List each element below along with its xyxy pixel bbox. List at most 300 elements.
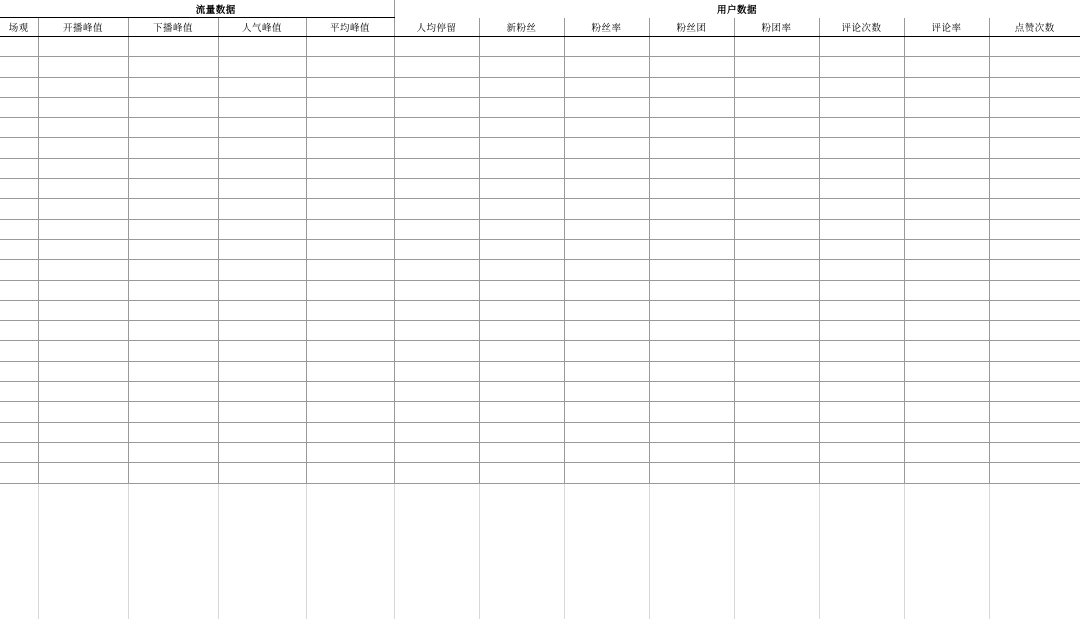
table-cell[interactable] bbox=[394, 422, 479, 442]
table-cell[interactable] bbox=[0, 463, 38, 483]
table-cell[interactable] bbox=[38, 179, 128, 199]
table-cell[interactable] bbox=[989, 179, 1080, 199]
empty-cell[interactable] bbox=[734, 483, 819, 503]
table-cell[interactable] bbox=[564, 179, 649, 199]
table-cell[interactable] bbox=[0, 300, 38, 320]
table-cell[interactable] bbox=[479, 57, 564, 77]
table-cell[interactable] bbox=[989, 239, 1080, 259]
empty-cell[interactable] bbox=[819, 561, 904, 580]
column-header-kaibo-fengzhi[interactable]: 开播峰值 bbox=[38, 18, 128, 37]
table-cell[interactable] bbox=[734, 422, 819, 442]
table-cell[interactable] bbox=[564, 37, 649, 57]
table-cell[interactable] bbox=[479, 280, 564, 300]
table-cell[interactable] bbox=[989, 118, 1080, 138]
table-cell[interactable] bbox=[479, 260, 564, 280]
table-cell[interactable] bbox=[564, 57, 649, 77]
table-cell[interactable] bbox=[479, 300, 564, 320]
table-cell[interactable] bbox=[734, 179, 819, 199]
table-cell[interactable] bbox=[218, 422, 306, 442]
empty-cell[interactable] bbox=[649, 503, 734, 522]
table-cell[interactable] bbox=[734, 382, 819, 402]
table-cell[interactable] bbox=[128, 239, 218, 259]
table-cell[interactable] bbox=[904, 321, 989, 341]
table-cell[interactable] bbox=[128, 158, 218, 178]
empty-cell[interactable] bbox=[904, 599, 989, 618]
table-cell[interactable] bbox=[819, 97, 904, 117]
table-cell[interactable] bbox=[819, 321, 904, 341]
table-cell[interactable] bbox=[564, 402, 649, 422]
table-cell[interactable] bbox=[649, 37, 734, 57]
table-cell[interactable] bbox=[394, 138, 479, 158]
table-cell[interactable] bbox=[989, 422, 1080, 442]
table-cell[interactable] bbox=[128, 260, 218, 280]
table-cell[interactable] bbox=[306, 260, 394, 280]
table-cell[interactable] bbox=[819, 422, 904, 442]
table-cell[interactable] bbox=[479, 463, 564, 483]
table-cell[interactable] bbox=[564, 361, 649, 381]
table-cell[interactable] bbox=[306, 402, 394, 422]
empty-cell[interactable] bbox=[0, 541, 38, 560]
table-cell[interactable] bbox=[218, 97, 306, 117]
empty-cell[interactable] bbox=[904, 580, 989, 599]
table-cell[interactable] bbox=[128, 341, 218, 361]
empty-cell[interactable] bbox=[479, 541, 564, 560]
table-cell[interactable] bbox=[218, 37, 306, 57]
empty-cell[interactable] bbox=[38, 503, 128, 522]
table-cell[interactable] bbox=[218, 361, 306, 381]
table-cell[interactable] bbox=[819, 463, 904, 483]
table-cell[interactable] bbox=[0, 402, 38, 422]
table-cell[interactable] bbox=[218, 280, 306, 300]
empty-cell[interactable] bbox=[394, 483, 479, 503]
table-cell[interactable] bbox=[479, 382, 564, 402]
empty-cell[interactable] bbox=[38, 599, 128, 618]
table-cell[interactable] bbox=[819, 37, 904, 57]
table-cell[interactable] bbox=[479, 219, 564, 239]
column-header-pingjun-fengzhi[interactable]: 平均峰值 bbox=[306, 18, 394, 37]
table-cell[interactable] bbox=[649, 300, 734, 320]
table-cell[interactable] bbox=[394, 382, 479, 402]
table-cell[interactable] bbox=[734, 199, 819, 219]
table-cell[interactable] bbox=[306, 138, 394, 158]
empty-cell[interactable] bbox=[306, 522, 394, 541]
table-cell[interactable] bbox=[479, 422, 564, 442]
empty-cell[interactable] bbox=[564, 503, 649, 522]
table-cell[interactable] bbox=[218, 219, 306, 239]
table-cell[interactable] bbox=[306, 158, 394, 178]
table-cell[interactable] bbox=[649, 118, 734, 138]
table-cell[interactable] bbox=[904, 138, 989, 158]
empty-cell[interactable] bbox=[819, 522, 904, 541]
table-cell[interactable] bbox=[218, 442, 306, 462]
table-cell[interactable] bbox=[989, 382, 1080, 402]
table-cell[interactable] bbox=[0, 321, 38, 341]
table-cell[interactable] bbox=[128, 422, 218, 442]
table-cell[interactable] bbox=[819, 179, 904, 199]
table-cell[interactable] bbox=[38, 300, 128, 320]
empty-cell[interactable] bbox=[38, 483, 128, 503]
empty-cell[interactable] bbox=[989, 599, 1080, 618]
empty-cell[interactable] bbox=[904, 541, 989, 560]
table-cell[interactable] bbox=[734, 219, 819, 239]
empty-cell[interactable] bbox=[989, 503, 1080, 522]
table-cell[interactable] bbox=[564, 321, 649, 341]
table-cell[interactable] bbox=[819, 300, 904, 320]
empty-cell[interactable] bbox=[564, 541, 649, 560]
table-cell[interactable] bbox=[649, 260, 734, 280]
table-cell[interactable] bbox=[734, 239, 819, 259]
empty-cell[interactable] bbox=[649, 580, 734, 599]
table-cell[interactable] bbox=[394, 37, 479, 57]
table-cell[interactable] bbox=[649, 321, 734, 341]
table-cell[interactable] bbox=[0, 280, 38, 300]
table-cell[interactable] bbox=[564, 463, 649, 483]
table-cell[interactable] bbox=[306, 57, 394, 77]
empty-cell[interactable] bbox=[819, 483, 904, 503]
empty-cell[interactable] bbox=[479, 503, 564, 522]
table-cell[interactable] bbox=[38, 97, 128, 117]
table-cell[interactable] bbox=[38, 118, 128, 138]
empty-cell[interactable] bbox=[128, 599, 218, 618]
table-cell[interactable] bbox=[394, 118, 479, 138]
empty-cell[interactable] bbox=[306, 483, 394, 503]
table-cell[interactable] bbox=[564, 138, 649, 158]
table-cell[interactable] bbox=[734, 361, 819, 381]
table-cell[interactable] bbox=[306, 300, 394, 320]
table-cell[interactable] bbox=[218, 239, 306, 259]
table-cell[interactable] bbox=[306, 442, 394, 462]
table-cell[interactable] bbox=[904, 463, 989, 483]
table-cell[interactable] bbox=[38, 260, 128, 280]
table-cell[interactable] bbox=[218, 179, 306, 199]
table-cell[interactable] bbox=[38, 321, 128, 341]
table-cell[interactable] bbox=[128, 77, 218, 97]
table-cell[interactable] bbox=[394, 463, 479, 483]
empty-cell[interactable] bbox=[564, 561, 649, 580]
table-cell[interactable] bbox=[649, 280, 734, 300]
table-cell[interactable] bbox=[128, 321, 218, 341]
table-cell[interactable] bbox=[218, 382, 306, 402]
table-cell[interactable] bbox=[564, 442, 649, 462]
empty-cell[interactable] bbox=[394, 561, 479, 580]
table-cell[interactable] bbox=[38, 422, 128, 442]
table-cell[interactable] bbox=[734, 260, 819, 280]
table-cell[interactable] bbox=[904, 158, 989, 178]
table-cell[interactable] bbox=[649, 402, 734, 422]
table-cell[interactable] bbox=[904, 239, 989, 259]
table-cell[interactable] bbox=[38, 382, 128, 402]
empty-cell[interactable] bbox=[38, 561, 128, 580]
table-cell[interactable] bbox=[128, 179, 218, 199]
empty-cell[interactable] bbox=[649, 599, 734, 618]
table-cell[interactable] bbox=[0, 239, 38, 259]
table-cell[interactable] bbox=[38, 77, 128, 97]
table-cell[interactable] bbox=[649, 77, 734, 97]
table-cell[interactable] bbox=[38, 199, 128, 219]
table-cell[interactable] bbox=[38, 341, 128, 361]
table-cell[interactable] bbox=[564, 118, 649, 138]
table-cell[interactable] bbox=[989, 361, 1080, 381]
table-cell[interactable] bbox=[649, 97, 734, 117]
table-cell[interactable] bbox=[904, 382, 989, 402]
table-cell[interactable] bbox=[479, 239, 564, 259]
table-cell[interactable] bbox=[394, 239, 479, 259]
table-cell[interactable] bbox=[128, 57, 218, 77]
table-cell[interactable] bbox=[38, 239, 128, 259]
table-cell[interactable] bbox=[394, 199, 479, 219]
empty-cell[interactable] bbox=[218, 522, 306, 541]
table-cell[interactable] bbox=[38, 463, 128, 483]
empty-cell[interactable] bbox=[128, 503, 218, 522]
empty-cell[interactable] bbox=[649, 522, 734, 541]
table-cell[interactable] bbox=[128, 382, 218, 402]
empty-cell[interactable] bbox=[479, 483, 564, 503]
table-cell[interactable] bbox=[218, 57, 306, 77]
table-cell[interactable] bbox=[904, 280, 989, 300]
table-cell[interactable] bbox=[479, 361, 564, 381]
empty-cell[interactable] bbox=[734, 599, 819, 618]
table-cell[interactable] bbox=[819, 341, 904, 361]
empty-cell[interactable] bbox=[0, 522, 38, 541]
table-cell[interactable] bbox=[564, 300, 649, 320]
empty-cell[interactable] bbox=[649, 483, 734, 503]
empty-cell[interactable] bbox=[306, 580, 394, 599]
empty-cell[interactable] bbox=[218, 483, 306, 503]
table-cell[interactable] bbox=[819, 280, 904, 300]
table-cell[interactable] bbox=[819, 219, 904, 239]
table-cell[interactable] bbox=[0, 341, 38, 361]
table-cell[interactable] bbox=[649, 158, 734, 178]
table-cell[interactable] bbox=[564, 219, 649, 239]
empty-cell[interactable] bbox=[0, 599, 38, 618]
empty-cell[interactable] bbox=[989, 483, 1080, 503]
column-header-pinglun-lv[interactable]: 评论率 bbox=[904, 18, 989, 37]
empty-cell[interactable] bbox=[0, 483, 38, 503]
table-cell[interactable] bbox=[218, 321, 306, 341]
table-cell[interactable] bbox=[38, 280, 128, 300]
empty-cell[interactable] bbox=[394, 599, 479, 618]
table-cell[interactable] bbox=[306, 219, 394, 239]
table-cell[interactable] bbox=[649, 442, 734, 462]
table-cell[interactable] bbox=[306, 37, 394, 57]
column-header-chang-guan[interactable]: 场观 bbox=[0, 18, 38, 37]
table-cell[interactable] bbox=[479, 341, 564, 361]
table-cell[interactable] bbox=[904, 118, 989, 138]
table-cell[interactable] bbox=[306, 77, 394, 97]
table-cell[interactable] bbox=[819, 442, 904, 462]
table-cell[interactable] bbox=[306, 179, 394, 199]
table-cell[interactable] bbox=[128, 361, 218, 381]
table-cell[interactable] bbox=[734, 158, 819, 178]
table-cell[interactable] bbox=[734, 97, 819, 117]
table-cell[interactable] bbox=[904, 179, 989, 199]
empty-cell[interactable] bbox=[394, 541, 479, 560]
table-cell[interactable] bbox=[306, 463, 394, 483]
table-cell[interactable] bbox=[564, 158, 649, 178]
empty-cell[interactable] bbox=[0, 580, 38, 599]
table-cell[interactable] bbox=[394, 321, 479, 341]
table-cell[interactable] bbox=[649, 138, 734, 158]
empty-cell[interactable] bbox=[306, 561, 394, 580]
table-cell[interactable] bbox=[0, 179, 38, 199]
table-cell[interactable] bbox=[989, 219, 1080, 239]
table-cell[interactable] bbox=[989, 463, 1080, 483]
empty-cell[interactable] bbox=[306, 599, 394, 618]
table-cell[interactable] bbox=[479, 179, 564, 199]
table-cell[interactable] bbox=[819, 138, 904, 158]
table-cell[interactable] bbox=[38, 219, 128, 239]
table-cell[interactable] bbox=[989, 37, 1080, 57]
table-cell[interactable] bbox=[0, 382, 38, 402]
table-cell[interactable] bbox=[819, 402, 904, 422]
empty-cell[interactable] bbox=[394, 580, 479, 599]
table-cell[interactable] bbox=[649, 57, 734, 77]
column-header-fensi-tuan[interactable]: 粉丝团 bbox=[649, 18, 734, 37]
empty-cell[interactable] bbox=[734, 522, 819, 541]
empty-cell[interactable] bbox=[989, 580, 1080, 599]
table-cell[interactable] bbox=[128, 300, 218, 320]
table-cell[interactable] bbox=[306, 118, 394, 138]
table-cell[interactable] bbox=[904, 422, 989, 442]
empty-cell[interactable] bbox=[649, 561, 734, 580]
empty-cell[interactable] bbox=[38, 541, 128, 560]
table-cell[interactable] bbox=[218, 118, 306, 138]
table-cell[interactable] bbox=[218, 158, 306, 178]
table-cell[interactable] bbox=[564, 382, 649, 402]
table-cell[interactable] bbox=[0, 118, 38, 138]
table-cell[interactable] bbox=[989, 158, 1080, 178]
column-header-pinglun-cishu[interactable]: 评论次数 bbox=[819, 18, 904, 37]
empty-cell[interactable] bbox=[38, 522, 128, 541]
empty-cell[interactable] bbox=[904, 561, 989, 580]
table-cell[interactable] bbox=[479, 321, 564, 341]
empty-cell[interactable] bbox=[734, 503, 819, 522]
table-cell[interactable] bbox=[0, 442, 38, 462]
table-cell[interactable] bbox=[0, 77, 38, 97]
table-cell[interactable] bbox=[734, 341, 819, 361]
table-cell[interactable] bbox=[306, 280, 394, 300]
empty-cell[interactable] bbox=[904, 483, 989, 503]
column-header-dianzan-cishu[interactable]: 点赞次数 bbox=[989, 18, 1080, 37]
column-header-fentuan-lv[interactable]: 粉团率 bbox=[734, 18, 819, 37]
table-cell[interactable] bbox=[479, 199, 564, 219]
empty-cell[interactable] bbox=[479, 561, 564, 580]
table-cell[interactable] bbox=[38, 442, 128, 462]
table-cell[interactable] bbox=[394, 97, 479, 117]
table-cell[interactable] bbox=[0, 37, 38, 57]
table-cell[interactable] bbox=[819, 77, 904, 97]
table-cell[interactable] bbox=[128, 442, 218, 462]
table-cell[interactable] bbox=[564, 280, 649, 300]
table-cell[interactable] bbox=[306, 382, 394, 402]
table-cell[interactable] bbox=[904, 77, 989, 97]
table-cell[interactable] bbox=[479, 138, 564, 158]
table-cell[interactable] bbox=[649, 239, 734, 259]
table-cell[interactable] bbox=[649, 199, 734, 219]
table-cell[interactable] bbox=[819, 199, 904, 219]
table-cell[interactable] bbox=[218, 77, 306, 97]
table-cell[interactable] bbox=[989, 280, 1080, 300]
table-cell[interactable] bbox=[218, 138, 306, 158]
table-cell[interactable] bbox=[38, 37, 128, 57]
empty-cell[interactable] bbox=[128, 541, 218, 560]
table-cell[interactable] bbox=[306, 341, 394, 361]
table-cell[interactable] bbox=[734, 138, 819, 158]
table-cell[interactable] bbox=[394, 361, 479, 381]
table-cell[interactable] bbox=[989, 138, 1080, 158]
empty-cell[interactable] bbox=[819, 541, 904, 560]
table-cell[interactable] bbox=[649, 219, 734, 239]
table-cell[interactable] bbox=[989, 199, 1080, 219]
table-cell[interactable] bbox=[479, 77, 564, 97]
table-cell[interactable] bbox=[394, 442, 479, 462]
table-cell[interactable] bbox=[649, 463, 734, 483]
table-cell[interactable] bbox=[0, 260, 38, 280]
table-cell[interactable] bbox=[734, 280, 819, 300]
table-cell[interactable] bbox=[904, 361, 989, 381]
table-cell[interactable] bbox=[734, 57, 819, 77]
table-cell[interactable] bbox=[479, 442, 564, 462]
table-cell[interactable] bbox=[128, 463, 218, 483]
table-cell[interactable] bbox=[904, 219, 989, 239]
table-cell[interactable] bbox=[819, 361, 904, 381]
table-cell[interactable] bbox=[218, 341, 306, 361]
table-cell[interactable] bbox=[734, 321, 819, 341]
empty-cell[interactable] bbox=[904, 522, 989, 541]
empty-cell[interactable] bbox=[128, 522, 218, 541]
table-cell[interactable] bbox=[649, 422, 734, 442]
table-cell[interactable] bbox=[306, 361, 394, 381]
empty-cell[interactable] bbox=[218, 580, 306, 599]
empty-cell[interactable] bbox=[128, 561, 218, 580]
table-cell[interactable] bbox=[649, 382, 734, 402]
table-cell[interactable] bbox=[989, 442, 1080, 462]
table-cell[interactable] bbox=[38, 158, 128, 178]
empty-cell[interactable] bbox=[564, 599, 649, 618]
table-cell[interactable] bbox=[904, 442, 989, 462]
empty-cell[interactable] bbox=[128, 483, 218, 503]
table-cell[interactable] bbox=[0, 361, 38, 381]
table-cell[interactable] bbox=[989, 260, 1080, 280]
table-cell[interactable] bbox=[564, 341, 649, 361]
table-cell[interactable] bbox=[989, 300, 1080, 320]
table-cell[interactable] bbox=[904, 402, 989, 422]
table-cell[interactable] bbox=[564, 199, 649, 219]
empty-cell[interactable] bbox=[479, 580, 564, 599]
empty-cell[interactable] bbox=[479, 522, 564, 541]
table-cell[interactable] bbox=[128, 402, 218, 422]
column-header-renqi-fengzhi[interactable]: 人气峰值 bbox=[218, 18, 306, 37]
table-cell[interactable] bbox=[394, 341, 479, 361]
empty-cell[interactable] bbox=[734, 541, 819, 560]
table-cell[interactable] bbox=[0, 199, 38, 219]
table-cell[interactable] bbox=[218, 402, 306, 422]
table-cell[interactable] bbox=[218, 260, 306, 280]
empty-cell[interactable] bbox=[989, 561, 1080, 580]
table-cell[interactable] bbox=[0, 422, 38, 442]
table-cell[interactable] bbox=[819, 239, 904, 259]
empty-cell[interactable] bbox=[734, 561, 819, 580]
empty-cell[interactable] bbox=[38, 580, 128, 599]
table-cell[interactable] bbox=[564, 422, 649, 442]
table-cell[interactable] bbox=[564, 260, 649, 280]
table-cell[interactable] bbox=[564, 97, 649, 117]
table-cell[interactable] bbox=[306, 239, 394, 259]
table-cell[interactable] bbox=[0, 97, 38, 117]
table-cell[interactable] bbox=[128, 37, 218, 57]
empty-cell[interactable] bbox=[0, 561, 38, 580]
table-cell[interactable] bbox=[394, 402, 479, 422]
